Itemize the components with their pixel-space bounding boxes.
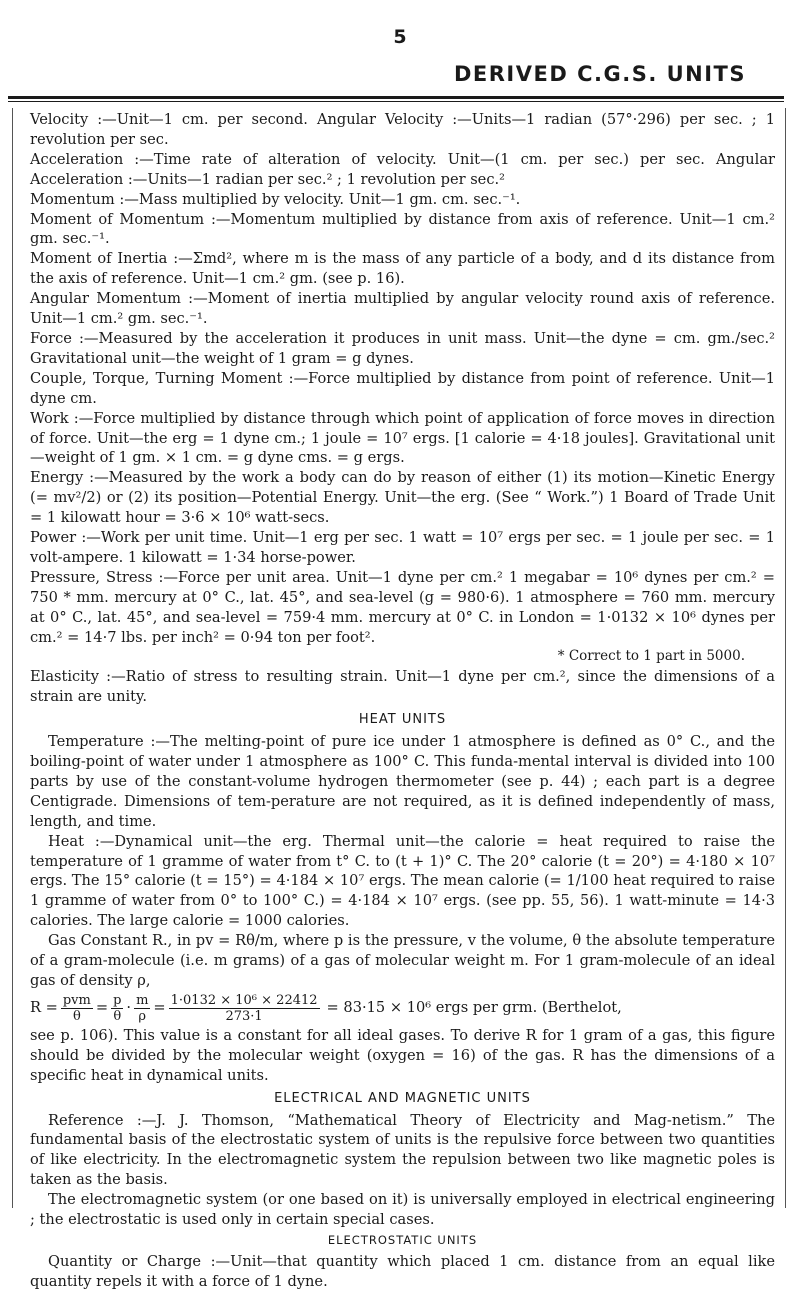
- pressure-footnote: * Correct to 1 part in 5000.: [557, 648, 745, 665]
- formula-result: = 83·15 × 10⁶ ergs per grm. (Berthelot,: [326, 999, 622, 1017]
- electrostatic-units-heading: ELECTROSTATIC UNITS: [327, 1232, 478, 1247]
- gas-constant-continuation: see p. 106). This value is a constant for all ideal gases. To derive R for 1 gram of a gas, this figure should be divided by the molecular weight (oxygen = 16) of the gas. R has the dimensions of a specific heat in dynamical units.: [30, 1026, 775, 1084]
- entry-energy: Energy :—Measured by the work a body can do by reason of either (1) its motion—Kinetic Energy (= mv²/2) or (2) its position—Potential Energy. Unit—the erg. (See “ Work.”) 1 Board of Trade Unit = 1 kilowatt hour = 3·6 × 10⁶ watt-secs.: [30, 469, 775, 527]
- page-number: 5: [393, 26, 407, 48]
- electrical-units-heading: ELECTRICAL AND MAGNETIC UNITS: [274, 1090, 531, 1106]
- header-rule-thick: [8, 96, 784, 99]
- fraction-numerator: p: [113, 992, 122, 1008]
- page-body: [30, 110, 775, 1292]
- header-rule-thin: [8, 101, 784, 102]
- entry-heat: Heat :—Dynamical unit—the erg. Thermal unit—the calorie = heat required to raise the temperature of 1 gramme of water from t° C. to (t + 1)° C. The 20° calorie (t = 20°) = 4·180 × 10⁷ ergs. The 15° calorie (t = 15°) = 4·184 × 10⁷ ergs. The mean calorie (= 1/100 heat required to raise 1 gramme of water from 0° to 100° C.) = 4·184 × 10⁷ ergs. (see pp. 55, 56). 1 watt-minute = 14·3 calories. The large calorie = 1000 calories.: [30, 832, 775, 930]
- entry-angular-momentum: Angular Momentum :—Moment of inertia multiplied by angular velocity round axis of reference. Unit—1 cm.² gm. sec.⁻¹.: [30, 290, 775, 328]
- entry-velocity: Velocity :—Unit—1 cm. per second. Angular Velocity :—Units—1 radian (57°·296) per sec. ; 1 revolution per sec.: [30, 111, 775, 148]
- left-border-line: [12, 108, 13, 1208]
- heat-units-heading: HEAT UNITS: [358, 712, 447, 728]
- formula-lhs: R =: [30, 999, 58, 1017]
- entry-electromagnetic-system: The electromagnetic system (or one based on it) is universally employed in electrical engineering ; the electrostatic is used only in certain special cases.: [30, 1191, 775, 1229]
- running-header: DERIVED C.G.S. UNITS: [453, 62, 746, 86]
- gas-constant-formula: [30, 993, 775, 1024]
- formula-equals: =: [95, 999, 109, 1017]
- entry-moment-of-momentum: Moment of Momentum :—Momentum multiplied by distance from axis of reference. Unit—1 cm.² gm. sec.⁻¹.: [30, 210, 775, 248]
- entry-gas-constant: Gas Constant R., in pv = Rθ/m, where p is the pressure, v the volume, θ the absolute temperature of a gram-molecule (i.e. m grams) of a gas of molecular weight m. For 1 gram-molecule of an ideal gas of density ρ,: [30, 932, 775, 989]
- entry-quantity-or-charge: Quantity or Charge :—Unit—that quantity which placed 1 cm. distance from an equal like quantity repels it with a force of 1 dyne.: [30, 1252, 775, 1290]
- fraction-denominator: θ: [113, 1008, 122, 1024]
- formula-fraction-p-theta: [111, 993, 123, 1024]
- entry-couple: Couple, Torque, Turning Moment :—Force multiplied by distance from point of reference. Unit—1 dyne cm.: [30, 369, 775, 407]
- entry-momentum: Momentum :—Mass multiplied by velocity. Unit—1 gm. cm. sec.⁻¹.: [30, 190, 521, 208]
- formula-fraction-m-rho: [134, 993, 150, 1024]
- formula-dot: ·: [126, 999, 132, 1017]
- entry-pressure: Pressure, Stress :—Force per unit area. Unit—1 dyne per cm.² 1 megabar = 10⁶ dynes per cm.² = 750 * mm. mercury at 0° C., lat. 45°, and sea-level (g = 980·6). 1 atmosphere = 760 mm. mercury at 0° C., lat. 45°, and sea-level = 759·4 mm. mercury at 0° C. in London = 1·0132 × 10⁶ dynes per cm.² = 14·7 lbs. per inch² = 0·94 ton per foot².: [30, 568, 775, 646]
- right-border-line: [785, 108, 786, 1208]
- entry-acceleration: Acceleration :—Time rate of alteration of velocity. Unit—(1 cm. per sec.) per sec. Angular Acceleration :—Units—1 radian per sec.² ; 1 revolution per sec.²: [30, 150, 775, 188]
- formula-fraction-numeric: [169, 993, 320, 1024]
- entry-force: Force :—Measured by the acceleration it produces in unit mass. Unit—the dyne = cm. gm./sec.² Gravitational unit—the weight of 1 gram = g dynes.: [30, 329, 775, 367]
- fraction-numerator: 1·0132 × 10⁶ × 22412: [170, 992, 318, 1008]
- entry-power: Power :—Work per unit time. Unit—1 erg per sec. 1 watt = 10⁷ ergs per sec. = 1 joule per sec. = 1 volt-ampere. 1 kilowatt = 1·34 horse-power.: [30, 529, 775, 566]
- entry-elasticity: Elasticity :—Ratio of stress to resulting strain. Unit—1 dyne per cm.², since the dimensions of a strain are unity.: [30, 668, 775, 706]
- entry-temperature: Temperature :—The melting-point of pure ice under 1 atmosphere is defined as 0° C., and the boiling-point of water under 1 atmosphere as 100° C. This funda-mental interval is divided into 100 parts by use of the constant-volume hydrogen thermometer (see p. 44) ; each part is a degree Centigrade. Dimensions of tem-perature are not required, as it is defined independently of mass, length, and time.: [30, 733, 775, 830]
- entry-reference: Reference :—J. J. Thomson, “Mathematical Theory of Electricity and Mag-netism.” The fundamental basis of the electrostatic system of units is the repulsive force between two quantities of like electricity. In the electromagnetic system the repulsion between two like magnetic poles is taken as the basis.: [30, 1111, 775, 1189]
- formula-equals: =: [153, 999, 166, 1017]
- fraction-numerator: pvm: [62, 992, 91, 1008]
- fraction-numerator: m: [136, 992, 149, 1008]
- fraction-denominator: θ: [72, 1008, 81, 1024]
- fraction-denominator: ρ: [138, 1008, 147, 1024]
- entry-moment-of-inertia: Moment of Inertia :—Σmd², where m is the mass of any particle of a body, and d its distance from the axis of reference. Unit—1 cm.² gm. (see p. 16).: [30, 250, 775, 288]
- entry-work: Work :—Force multiplied by distance through which point of application of force moves in direction of force. Unit—the erg = 1 dyne cm.; 1 joule = 10⁷ ergs. [1 calorie = 4·18 joules]. Gravitational unit—weight of 1 gm. × 1 cm. = g dyne cms. = g ergs.: [30, 409, 775, 467]
- fraction-denominator: 273·1: [225, 1008, 263, 1024]
- formula-fraction-pvm: [61, 993, 93, 1024]
